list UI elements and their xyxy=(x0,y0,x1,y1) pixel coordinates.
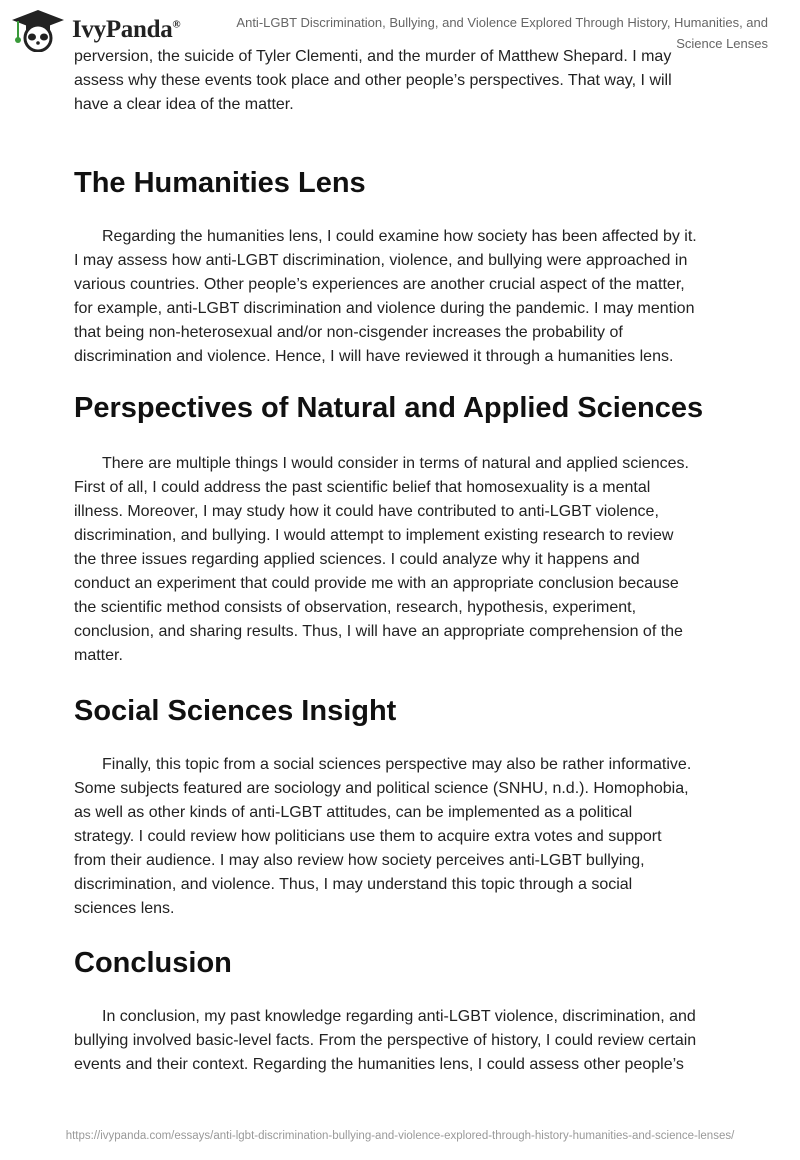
humanities-paragraph xyxy=(74,225,774,369)
text-line: the three issues regarding applied sciences. I could analyze why it happens and xyxy=(74,551,640,568)
footer-url-link[interactable]: https://ivypanda.com/essays/anti-lgbt-discrimination-bullying-and-violence-explored-through-history-humanities-and-science-lenses/ xyxy=(65,1130,735,1142)
text-line: There are multiple things I would consider in terms of natural and applied sciences. xyxy=(102,455,689,472)
logo-text: IvyPanda® xyxy=(72,16,181,43)
text-line: as well as other kinds of anti-LGBT attitudes, can be implemented as a political xyxy=(74,804,633,821)
text-line: from their audience. I may also review how society perceives anti-LGBT bullying, xyxy=(74,852,645,869)
text-line: for example, anti-LGBT discrimination and violence during the pandemic. I may mention xyxy=(74,300,695,317)
text-line: In conclusion, my past knowledge regarding anti-LGBT violence, discrimination, and xyxy=(102,1008,696,1025)
text-line: I may assess how anti-LGBT discrimination, violence, and bullying were approached in xyxy=(74,252,688,269)
text-line: sciences lens. xyxy=(74,900,175,917)
text-line: conclusion, and sharing results. Thus, I will have an appropriate comprehension of the xyxy=(74,623,683,640)
document-title: Anti-LGBT Discrimination, Bullying, and Violence Explored Through History, Humanities, and Science Lenses xyxy=(236,15,768,51)
social-sciences-paragraph xyxy=(74,753,774,921)
text-line: discrimination and violence. Hence, I will have reviewed it through a humanities lens. xyxy=(74,348,674,365)
section-heading-social-sciences: Social Sciences Insight xyxy=(74,695,397,727)
natural-sciences-paragraph xyxy=(74,452,774,668)
section-heading-humanities: The Humanities Lens xyxy=(74,167,366,199)
text-line: strategy. I could review how politicians use them to acquire extra votes and support xyxy=(74,828,662,845)
text-line: discrimination, and bullying. I would attempt to implement existing research to review xyxy=(74,527,674,544)
text-line: illness. Moreover, I may study how it could have contributed to anti-LGBT violence, xyxy=(74,503,659,520)
text-line: the scientific method consists of observation, research, hypothesis, experiment, xyxy=(74,599,637,616)
text-line: bullying involved basic-level facts. From the perspective of history, I could review certain xyxy=(74,1032,697,1049)
text-line: First of all, I could address the past scientific belief that homosexuality is a mental xyxy=(74,479,651,496)
conclusion-paragraph xyxy=(74,1005,774,1077)
text-line: matter. xyxy=(74,647,123,664)
panda-graduate-icon xyxy=(10,8,66,52)
text-line: Finally, this topic from a social sciences perspective may also be rather informative. xyxy=(102,756,692,773)
text-line: Some subjects featured are sociology and political science (SNHU, n.d.). Homophobia, xyxy=(74,780,689,797)
text-line: perversion, the suicide of Tyler Clementi, and the murder of Matthew Shepard. I may xyxy=(74,48,672,65)
text-line: conduct an experiment that could provide me with an appropriate conclusion because xyxy=(74,575,679,592)
text-line: discrimination, and violence. Thus, I may understand this topic through a social xyxy=(74,876,633,893)
text-line: that being non-heterosexual and/or non-cisgender increases the probability of xyxy=(74,324,623,341)
intro-paragraph xyxy=(74,45,774,117)
section-heading-conclusion: Conclusion xyxy=(74,947,232,979)
text-line: various countries. Other people’s experiences are another crucial aspect of the matter, xyxy=(74,276,685,293)
text-line: Regarding the humanities lens, I could examine how society has been affected by it. xyxy=(102,228,697,245)
text-line: have a clear idea of the matter. xyxy=(74,96,294,113)
section-heading-natural-applied-sciences: Perspectives of Natural and Applied Sciences xyxy=(74,392,704,424)
text-line: assess why these events took place and other people’s perspectives. That way, I will xyxy=(74,72,672,89)
text-line: events and their context. Regarding the humanities lens, I could assess other people’s xyxy=(74,1056,684,1073)
